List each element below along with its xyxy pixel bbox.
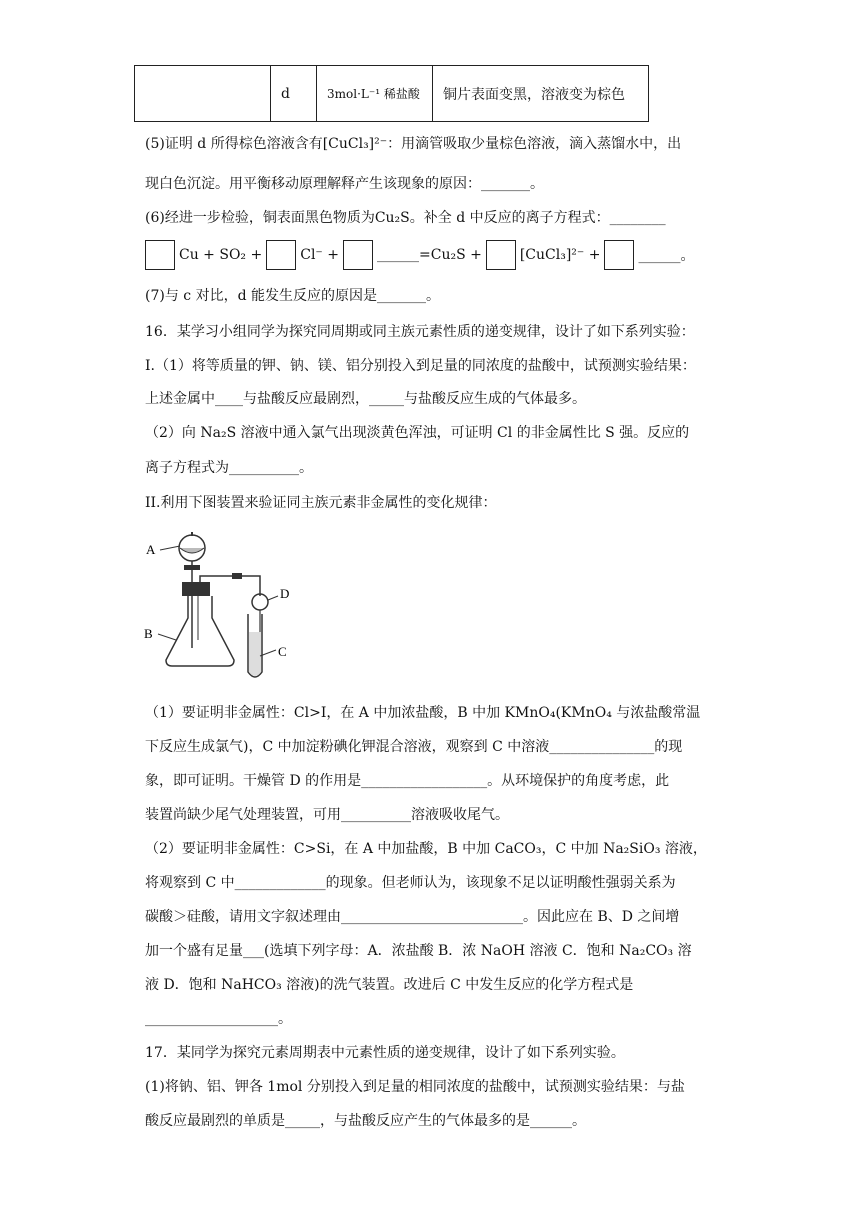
q16-p1d: 装置尚缺少尾气处理装置，可用__________溶液吸收尾气。 <box>145 807 509 823</box>
q16-ii: II.利用下图装置来验证同主族元素非金属性的变化规律： <box>145 495 497 511</box>
coefficient-box[interactable] <box>266 240 296 270</box>
eq-term: ______。 <box>638 248 695 264</box>
q7-line: (7)与 c 对比，d 能发生反应的原因是_______。 <box>145 288 440 304</box>
q16-p1a: （1）要证明非金属性：Cl>I，在 A 中加浓盐酸，B 中加 KMnO₄(KMnO₄ 与浓盐酸常温 <box>145 705 701 721</box>
q16-i2b: 离子方程式为__________。 <box>145 460 313 476</box>
label-B: B <box>144 626 153 641</box>
q5-line1: (5)证明 d 所得棕色溶液含有[CuCl₃]²⁻：用滴管吸取少量棕色溶液，滴入蒸馏水中，出 <box>145 136 682 152</box>
eq-term: [CuCl₃]²⁻ + <box>519 247 601 263</box>
q16-p2e: 液 D．饱和 NaHCO₃ 溶液)的洗气装置。改进后 C 中发生反应的化学方程式是 <box>145 977 634 993</box>
table-cell-phenomenon: 铜片表面变黑，溶液变为棕色 <box>433 66 649 122</box>
q16-i1b: 上述金属中____与盐酸反应最剧烈，_____与盐酸反应生成的气体最多。 <box>145 391 586 407</box>
table-cell-label: d <box>271 66 317 122</box>
q6-line1: (6)经进一步检验，铜表面黑色物质为Cu₂S。补全 d 中反应的离子方程式：________ <box>145 210 666 226</box>
coefficient-box[interactable] <box>145 240 175 270</box>
q16-p2a: （2）要证明非金属性：C>Si，在 A 中加盐酸，B 中加 CaCO₃，C 中加 Na₂SiO₃ 溶液， <box>145 841 707 857</box>
coefficient-box[interactable] <box>486 240 516 270</box>
q16-i1a: I.（1）将等质量的钾、钠、镁、铝分别投入到足量的同浓度的盐酸中，试预测实验结果： <box>145 358 696 374</box>
eq-term: Cl⁻ + <box>300 247 339 263</box>
apparatus-diagram <box>140 528 310 688</box>
q16-p2d: 加一个盛有足量___(选填下列字母：A．浓盐酸 B．浓 NaOH 溶液 C．饱和 Na₂CO₃ 溶 <box>145 943 692 959</box>
q16-p2b: 将观察到 C 中_____________的现象。但老师认为，该现象不足以证明酸性强弱关系为 <box>145 875 676 891</box>
q16-p2f: ___________________。 <box>145 1011 292 1027</box>
label-C: C <box>278 644 287 659</box>
q16-p2c: 碳酸＞硅酸，请用文字叙述理由__________________________。因此应在 B、D 之间增 <box>145 909 680 925</box>
q16-title: 16．某学习小组同学为探究同周期或同主族元素性质的递变规律，设计了如下系列实验： <box>145 324 695 340</box>
q16-p1b: 下反应生成氯气)，C 中加淀粉碘化钾混合溶液，观察到 C 中溶液_______________的现 <box>145 739 683 755</box>
table-cell-empty <box>135 66 271 122</box>
q16-p1c: 象，即可证明。干燥管 D 的作用是__________________。从环境保护的角度考虑，此 <box>145 773 670 789</box>
label-A: A <box>146 542 156 557</box>
eq-term: Cu + SO₂ + <box>179 247 263 263</box>
q16-i2a: （2）向 Na₂S 溶液中通入氯气出现淡黄色浑浊，可证明 Cl 的非金属性比 S 强。反应的 <box>145 425 690 441</box>
q6-equation <box>145 240 694 270</box>
label-D: D <box>280 586 290 601</box>
table-cell-reagent: 3mol·L⁻¹ 稀盐酸 <box>317 66 433 122</box>
coefficient-box[interactable] <box>343 240 373 270</box>
q17-title: 17．某同学为探究元素周期表中元素性质的递变规律，设计了如下系列实验。 <box>145 1045 625 1061</box>
coefficient-box[interactable] <box>604 240 634 270</box>
q17-p1b: 酸反应最剧烈的单质是_____，与盐酸反应产生的气体最多的是______。 <box>145 1113 586 1129</box>
experiment-table <box>134 65 649 122</box>
table-row <box>135 66 649 122</box>
eq-term: ______=Cu₂S + <box>377 247 482 263</box>
q17-p1a: (1)将钠、铝、钾各 1mol 分别投入到足量的相同浓度的盐酸中，试预测实验结果：与盐 <box>145 1079 685 1095</box>
q5-line2: 现白色沉淀。用平衡移动原理解释产生该现象的原因：_______。 <box>145 176 544 192</box>
